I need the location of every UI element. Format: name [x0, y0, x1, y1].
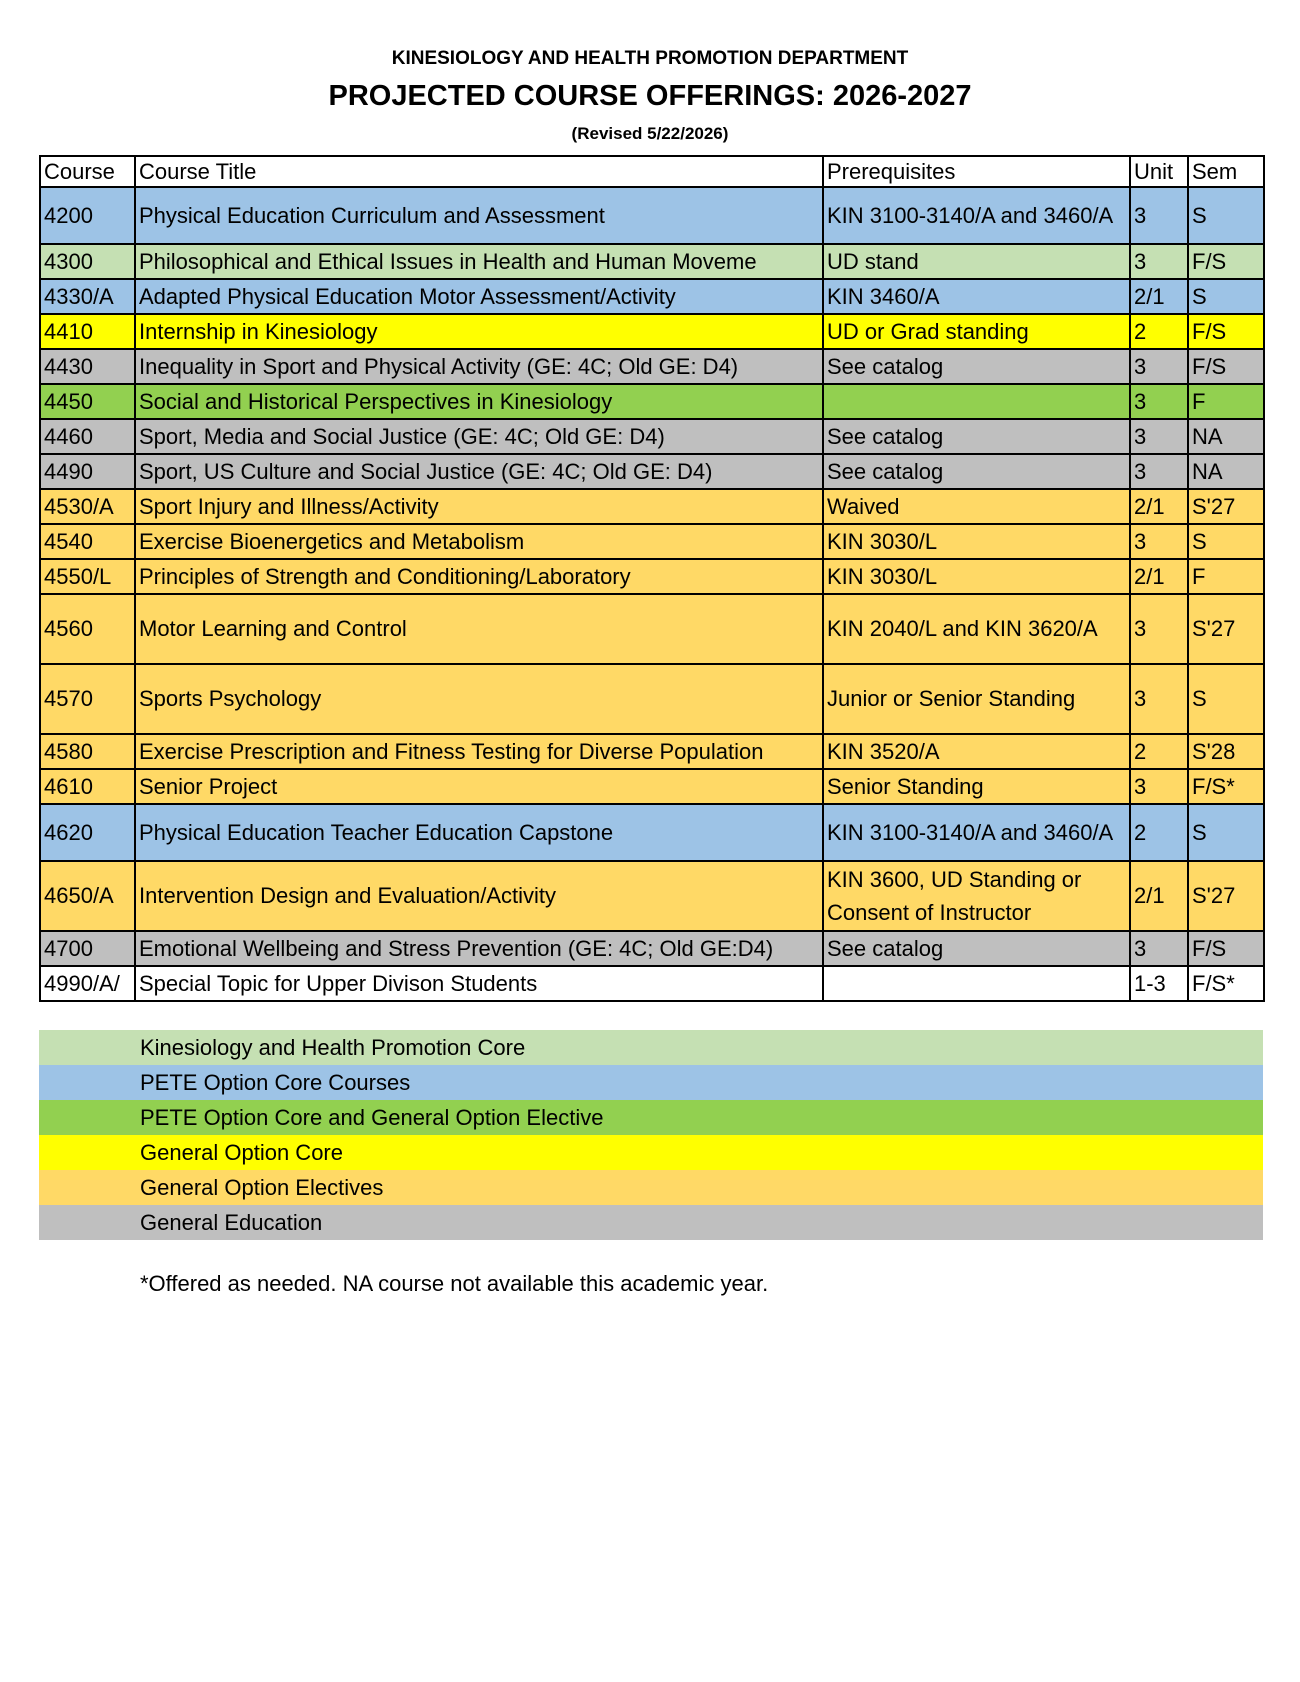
table-row — [40, 594, 1264, 664]
course-semester: F — [1188, 559, 1264, 594]
course-units: 3 — [1130, 524, 1188, 559]
course-title: Sport Injury and Illness/Activity — [135, 489, 823, 524]
course-prerequisites: KIN 2040/L and KIN 3620/A — [823, 594, 1130, 664]
table-row — [40, 187, 1264, 244]
course-title: Sport, Media and Social Justice (GE: 4C; Old GE: D4) — [135, 419, 823, 454]
course-number: 4430 — [40, 349, 135, 384]
course-prerequisites: KIN 3460/A — [823, 279, 1130, 314]
table-row — [40, 349, 1264, 384]
legend-item-pete-core-general-elective: PETE Option Core and General Option Elective — [39, 1100, 1263, 1135]
course-units: 2 — [1130, 314, 1188, 349]
course-number: 4450 — [40, 384, 135, 419]
course-semester: F/S — [1188, 349, 1264, 384]
course-title: Adapted Physical Education Motor Assessment/Activity — [135, 279, 823, 314]
course-semester: S'28 — [1188, 734, 1264, 769]
course-number: 4330/A — [40, 279, 135, 314]
legend-item-khp-core: Kinesiology and Health Promotion Core — [39, 1030, 1263, 1065]
legend-item-general-electives: General Option Electives — [39, 1170, 1263, 1205]
course-units: 3 — [1130, 384, 1188, 419]
footnote: *Offered as needed. NA course not available this academic year. — [140, 1271, 769, 1296]
table-row — [40, 279, 1264, 314]
table-row — [40, 314, 1264, 349]
course-prerequisites: KIN 3100-3140/A and 3460/A — [823, 804, 1130, 861]
course-semester: F/S — [1188, 314, 1264, 349]
color-legend — [39, 1030, 1263, 1240]
course-units: 3 — [1130, 187, 1188, 244]
course-title: Physical Education Curriculum and Assessment — [135, 187, 823, 244]
course-semester: S'27 — [1188, 861, 1264, 931]
course-prerequisites: KIN 3030/L — [823, 559, 1130, 594]
course-number: 4490 — [40, 454, 135, 489]
legend-item-pete-core: PETE Option Core Courses — [39, 1065, 1263, 1100]
course-number: 4650/A — [40, 861, 135, 931]
course-units: 3 — [1130, 454, 1188, 489]
course-semester: F/S* — [1188, 966, 1264, 1001]
table-row — [40, 931, 1264, 966]
course-semester: S — [1188, 187, 1264, 244]
course-prerequisites: See catalog — [823, 419, 1130, 454]
table-row — [40, 734, 1264, 769]
course-units: 2/1 — [1130, 279, 1188, 314]
table-row — [40, 769, 1264, 804]
course-prerequisites: See catalog — [823, 349, 1130, 384]
course-units: 3 — [1130, 594, 1188, 664]
course-semester: S — [1188, 664, 1264, 734]
table-row — [40, 966, 1264, 1001]
page-title: PROJECTED COURSE OFFERINGS: 2026-2027 — [328, 80, 972, 112]
course-prerequisites: UD or Grad standing — [823, 314, 1130, 349]
course-title: Intervention Design and Evaluation/Activity — [135, 861, 823, 931]
course-number: 4580 — [40, 734, 135, 769]
course-semester: F/S — [1188, 244, 1264, 279]
course-semester: NA — [1188, 419, 1264, 454]
course-number: 4620 — [40, 804, 135, 861]
header-course: Course — [40, 156, 135, 187]
course-prerequisites: Junior or Senior Standing — [823, 664, 1130, 734]
course-prerequisites: UD stand — [823, 244, 1130, 279]
course-prerequisites: Senior Standing — [823, 769, 1130, 804]
header-sem: Sem — [1188, 156, 1264, 187]
legend-item-general-education: General Education — [39, 1205, 1263, 1240]
table-row — [40, 419, 1264, 454]
table-row — [40, 559, 1264, 594]
course-title: Internship in Kinesiology — [135, 314, 823, 349]
course-semester: S — [1188, 279, 1264, 314]
course-number: 4300 — [40, 244, 135, 279]
course-number: 4990/A/ — [40, 966, 135, 1001]
course-prerequisites: KIN 3520/A — [823, 734, 1130, 769]
course-title: Inequality in Sport and Physical Activity (GE: 4C; Old GE: D4) — [135, 349, 823, 384]
course-semester: S — [1188, 804, 1264, 861]
course-title: Physical Education Teacher Education Capstone — [135, 804, 823, 861]
course-title: Sports Psychology — [135, 664, 823, 734]
course-prerequisites: KIN 3600, UD Standing or Consent of Instructor — [823, 861, 1130, 931]
course-prerequisites: See catalog — [823, 931, 1130, 966]
legend-item-general-core: General Option Core — [39, 1135, 1263, 1170]
course-number: 4530/A — [40, 489, 135, 524]
table-row — [40, 244, 1264, 279]
course-prerequisites: KIN 3100-3140/A and 3460/A — [823, 187, 1130, 244]
course-prerequisites: See catalog — [823, 454, 1130, 489]
course-semester: F/S — [1188, 931, 1264, 966]
table-row — [40, 489, 1264, 524]
course-prerequisites: Waived — [823, 489, 1130, 524]
course-title: Philosophical and Ethical Issues in Health and Human Moveme — [135, 244, 823, 279]
course-prerequisites — [823, 384, 1130, 419]
course-title: Motor Learning and Control — [135, 594, 823, 664]
table-row — [40, 454, 1264, 489]
course-units: 2 — [1130, 804, 1188, 861]
course-units: 1-3 — [1130, 966, 1188, 1001]
table-row — [40, 804, 1264, 861]
course-title: Exercise Bioenergetics and Metabolism — [135, 524, 823, 559]
course-semester: S'27 — [1188, 594, 1264, 664]
course-number: 4410 — [40, 314, 135, 349]
course-title: Exercise Prescription and Fitness Testing for Diverse Population — [135, 734, 823, 769]
course-semester: S'27 — [1188, 489, 1264, 524]
table-row — [40, 384, 1264, 419]
header-unit: Unit — [1130, 156, 1188, 187]
course-number: 4540 — [40, 524, 135, 559]
course-semester: S — [1188, 524, 1264, 559]
table-row — [40, 664, 1264, 734]
course-units: 2/1 — [1130, 489, 1188, 524]
header-prerequisites: Prerequisites — [823, 156, 1130, 187]
table-header-row — [40, 156, 1264, 187]
course-semester: F — [1188, 384, 1264, 419]
course-semester: F/S* — [1188, 769, 1264, 804]
course-units: 2 — [1130, 734, 1188, 769]
course-units: 3 — [1130, 244, 1188, 279]
course-title: Senior Project — [135, 769, 823, 804]
course-title: Sport, US Culture and Social Justice (GE: 4C; Old GE: D4) — [135, 454, 823, 489]
course-title: Emotional Wellbeing and Stress Prevention (GE: 4C; Old GE:D4) — [135, 931, 823, 966]
course-prerequisites — [823, 966, 1130, 1001]
course-title: Special Topic for Upper Divison Students — [135, 966, 823, 1001]
course-prerequisites: KIN 3030/L — [823, 524, 1130, 559]
table-row — [40, 861, 1264, 931]
course-title: Principles of Strength and Conditioning/Laboratory — [135, 559, 823, 594]
course-units: 3 — [1130, 769, 1188, 804]
course-number: 4560 — [40, 594, 135, 664]
revision-date: (Revised 5/22/2026) — [571, 124, 729, 143]
course-semester: NA — [1188, 454, 1264, 489]
header-course-title: Course Title — [135, 156, 823, 187]
course-number: 4570 — [40, 664, 135, 734]
course-number: 4200 — [40, 187, 135, 244]
course-number: 4610 — [40, 769, 135, 804]
course-number: 4700 — [40, 931, 135, 966]
course-units: 3 — [1130, 349, 1188, 384]
course-units: 3 — [1130, 931, 1188, 966]
table-row — [40, 524, 1264, 559]
course-number: 4460 — [40, 419, 135, 454]
course-units: 3 — [1130, 419, 1188, 454]
course-units: 2/1 — [1130, 559, 1188, 594]
course-table — [39, 155, 1265, 1002]
course-title: Social and Historical Perspectives in Kinesiology — [135, 384, 823, 419]
department-name: KINESIOLOGY AND HEALTH PROMOTION DEPARTMENT — [391, 48, 909, 69]
course-units: 3 — [1130, 664, 1188, 734]
course-number: 4550/L — [40, 559, 135, 594]
course-units: 2/1 — [1130, 861, 1188, 931]
